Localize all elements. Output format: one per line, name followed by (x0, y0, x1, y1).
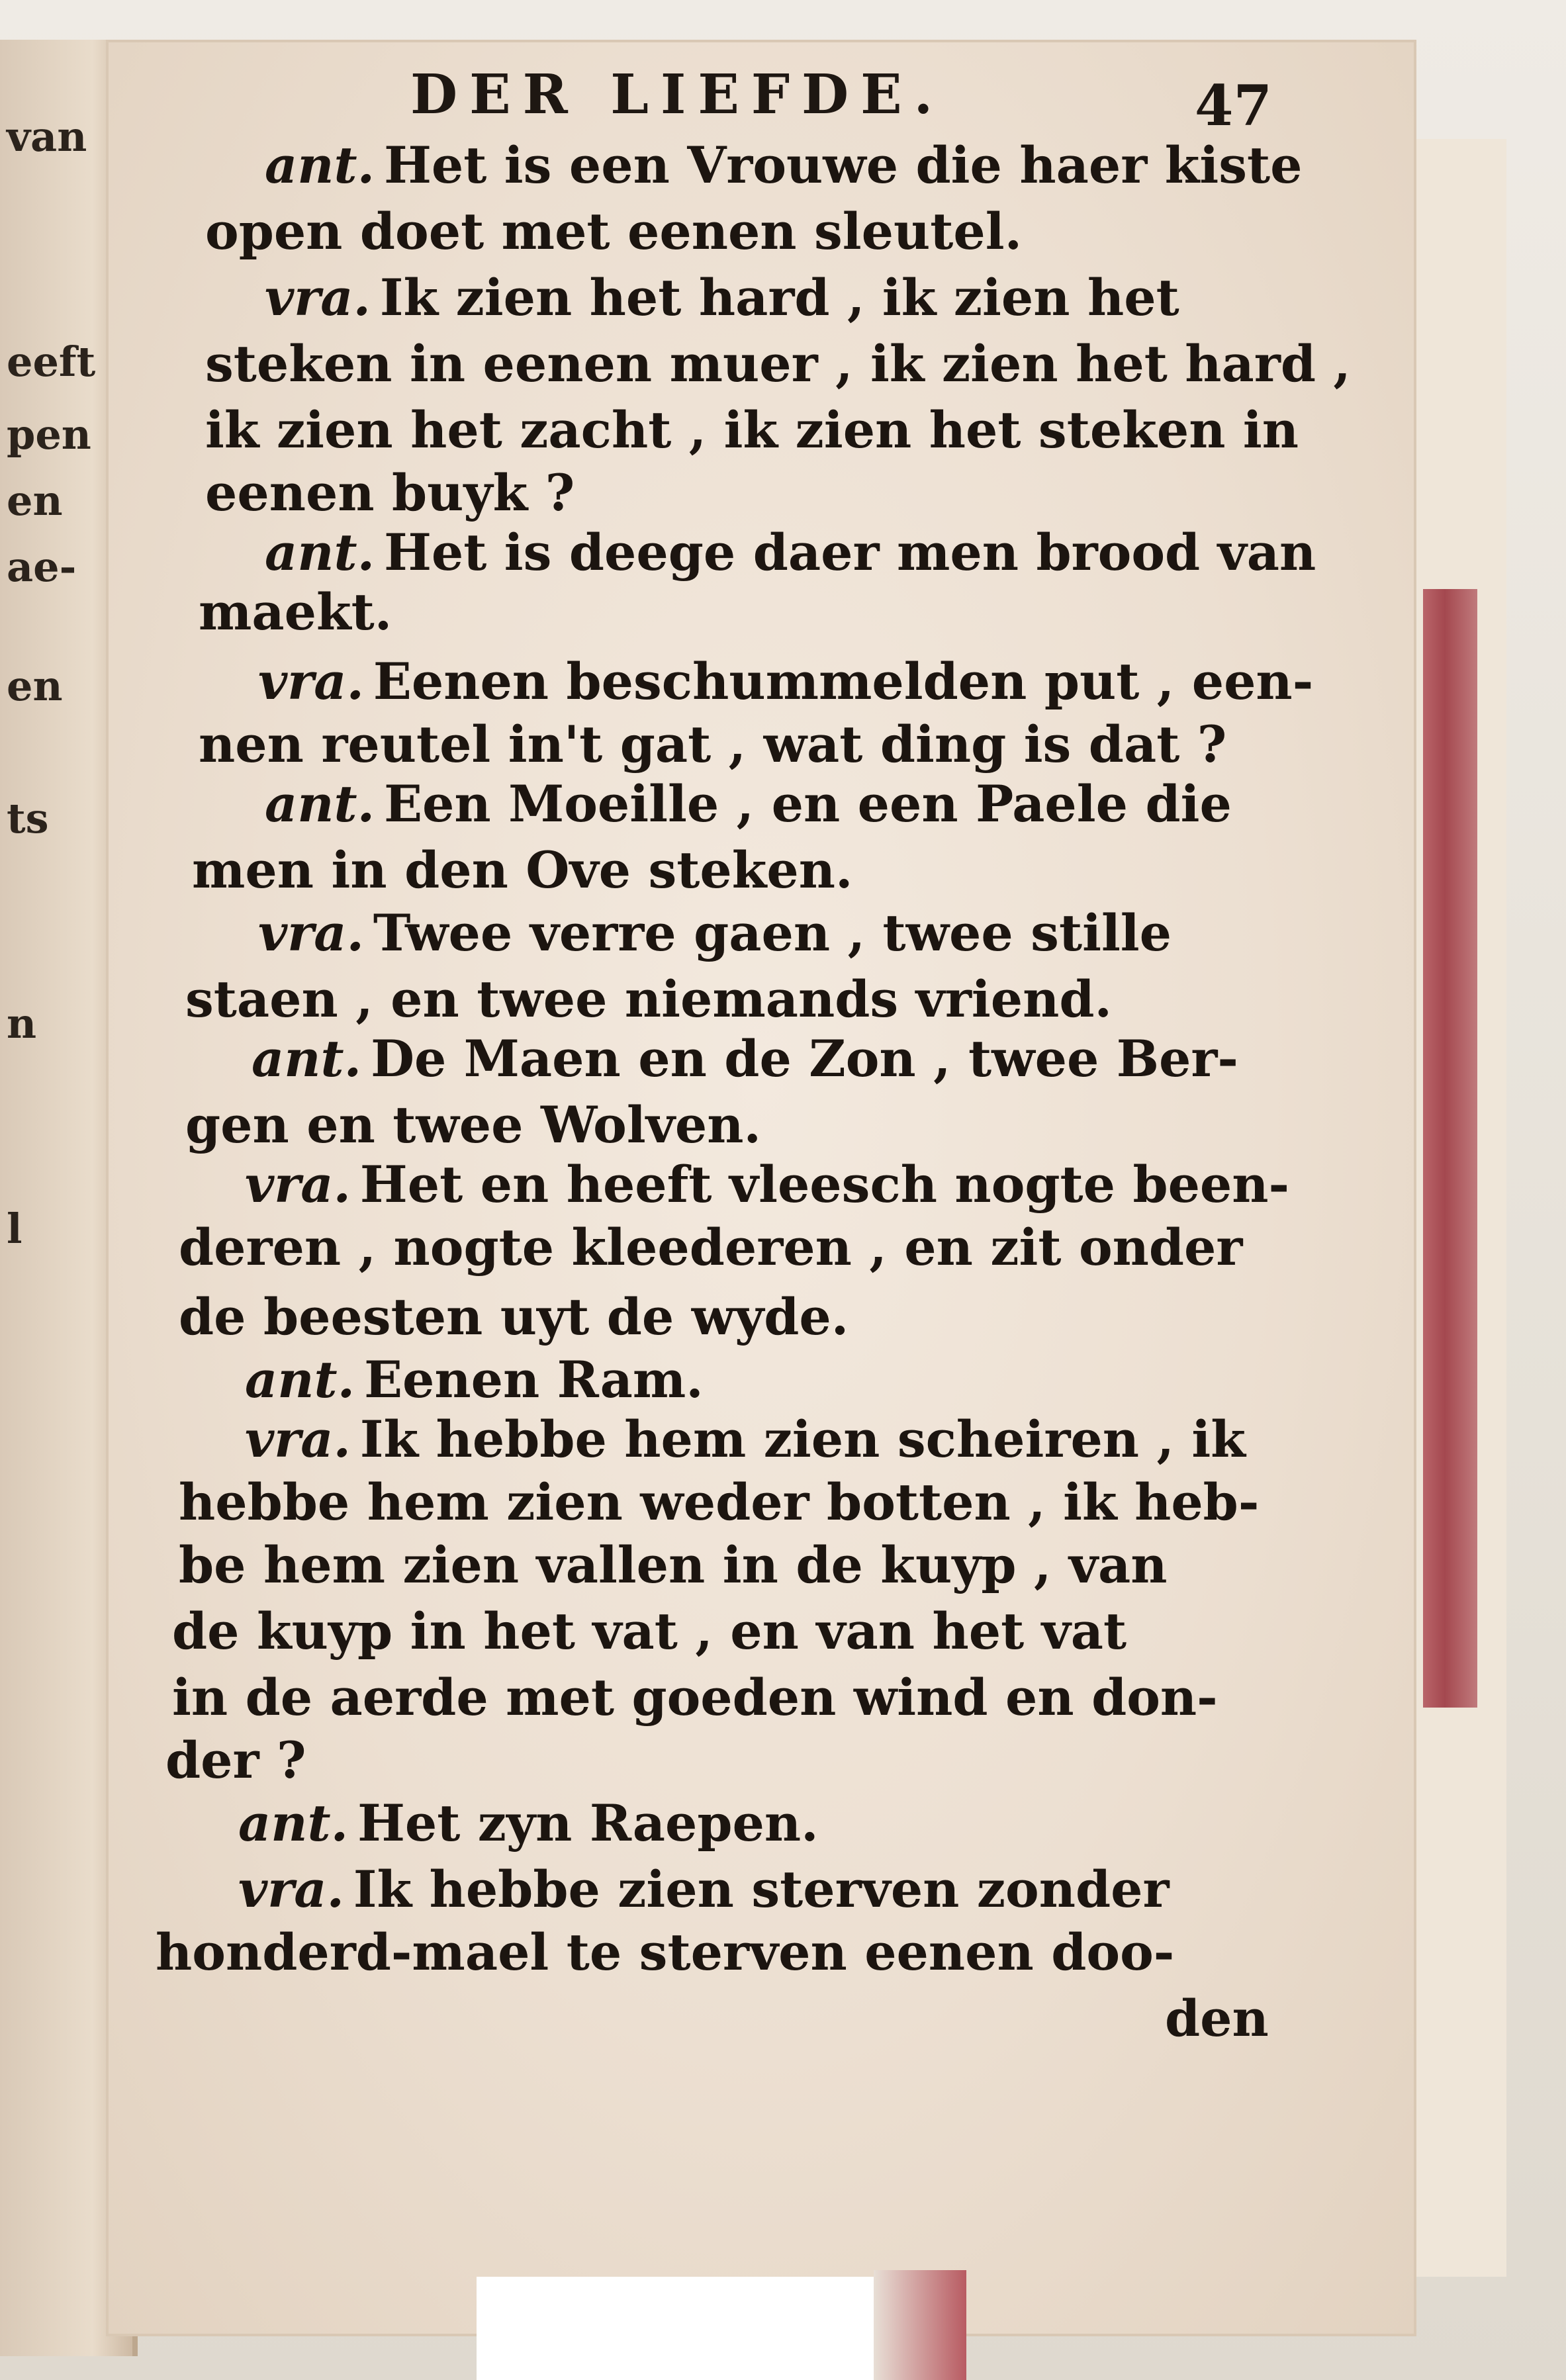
red-page-edge-bottom (874, 2270, 966, 2380)
question-label: vra. (238, 1860, 344, 1919)
answer-label: ant. (265, 523, 375, 582)
text-line (165, 1724, 1423, 1797)
left-fragment: ae- (7, 543, 77, 591)
text-line (179, 1281, 1423, 1353)
line-text: Eenen Ram. (364, 1350, 704, 1409)
text-line (238, 1853, 1423, 1926)
answer-label: ant. (238, 1794, 349, 1853)
line-text: Twee verre gaen , twee stille (373, 903, 1172, 962)
line-text: men in den Ove steken. (192, 841, 853, 899)
line-text: Een Moeille , en een Paele die (384, 774, 1232, 833)
left-fragment: eeft (7, 338, 96, 386)
question-label: vra. (245, 1155, 351, 1214)
line-text: der ? (165, 1731, 306, 1790)
text-line (179, 1211, 1423, 1284)
text-line (192, 834, 1423, 907)
left-fragment: ts (7, 794, 49, 843)
text-line (179, 1466, 1423, 1539)
line-text: Eenen beschummelden put , een- (373, 652, 1314, 711)
line-text: maekt. (199, 582, 392, 641)
text-line (265, 261, 1423, 334)
question-label: vra. (258, 903, 364, 962)
line-text: Ik hebbe hem zien scheiren , ik (359, 1410, 1246, 1469)
line-text: be hem zien vallen in de kuyp , van (179, 1535, 1168, 1594)
left-fragment: pen (7, 410, 91, 459)
text-line (252, 1023, 1423, 1095)
line-text: Ik zien het hard , ik zien het (379, 268, 1179, 327)
line-text: eenen buyk ? (205, 463, 575, 522)
text-line (265, 768, 1423, 841)
line-text: gen en twee Wolven. (185, 1095, 761, 1154)
text-line (265, 129, 1423, 202)
line-text: open doet met eenen sleutel. (205, 202, 1023, 261)
text-line (245, 1148, 1423, 1221)
line-text: De Maen en de Zon , twee Ber- (371, 1029, 1238, 1088)
answer-label: ant. (245, 1350, 355, 1409)
text-line (205, 328, 1423, 400)
text-line (205, 195, 1423, 268)
running-header: DER LIEFDE. (410, 63, 945, 126)
text-line (1165, 1982, 1423, 2055)
line-text: Het is deege daer men brood van (384, 523, 1316, 582)
answer-label: ant. (265, 136, 375, 195)
left-fragment: en (7, 662, 63, 710)
text-line (199, 576, 1423, 649)
question-label: vra. (245, 1410, 351, 1469)
line-text: Ik hebbe zien sterven zonder (353, 1860, 1170, 1919)
line-text: nen reutel in't gat , wat ding is dat ? (199, 715, 1227, 774)
left-fragment: n (7, 999, 37, 1048)
text-line (258, 645, 1423, 718)
line-text: ik zien het zacht , ik zien het steken in (205, 400, 1299, 459)
line-text: Het en heeft vleesch nogte been- (359, 1155, 1290, 1214)
line-text: in de aerde met goeden wind en don- (172, 1668, 1218, 1727)
left-fragment: en (7, 477, 63, 525)
line-text: de kuyp in het vat , en van het vat (172, 1602, 1127, 1661)
paper-tab (477, 2277, 887, 2380)
line-text: staen , en twee niemands vriend. (185, 970, 1112, 1029)
answer-label: ant. (265, 774, 375, 833)
text-line (156, 1916, 1423, 1989)
line-text: steken in eenen muer , ik zien het hard , (205, 334, 1351, 393)
text-line (172, 1595, 1423, 1668)
text-line (179, 1529, 1423, 1602)
question-label: vra. (265, 268, 371, 327)
question-label: vra. (258, 652, 364, 711)
line-text: den (1165, 1989, 1269, 2048)
line-text: hebbe hem zien weder botten , ik heb- (179, 1473, 1260, 1532)
text-line (258, 897, 1423, 970)
line-text: Het is een Vrouwe die haer kiste (384, 136, 1303, 195)
line-text: honderd-mael te sterven eenen doo- (156, 1923, 1175, 1982)
text-line (245, 1403, 1423, 1476)
red-page-edge (1423, 589, 1477, 1708)
text-line (205, 394, 1423, 467)
text-line (238, 1787, 1423, 1860)
answer-label: ant. (252, 1029, 362, 1088)
line-text: deren , nogte kleederen , en zit onder (179, 1218, 1243, 1277)
page-number: 47 (1195, 73, 1272, 138)
text-line (172, 1661, 1423, 1734)
left-fragment: van (7, 113, 87, 161)
line-text: Het zyn Raepen. (357, 1794, 819, 1853)
left-fragment: l (7, 1205, 23, 1253)
line-text: de beesten uyt de wyde. (179, 1287, 849, 1346)
